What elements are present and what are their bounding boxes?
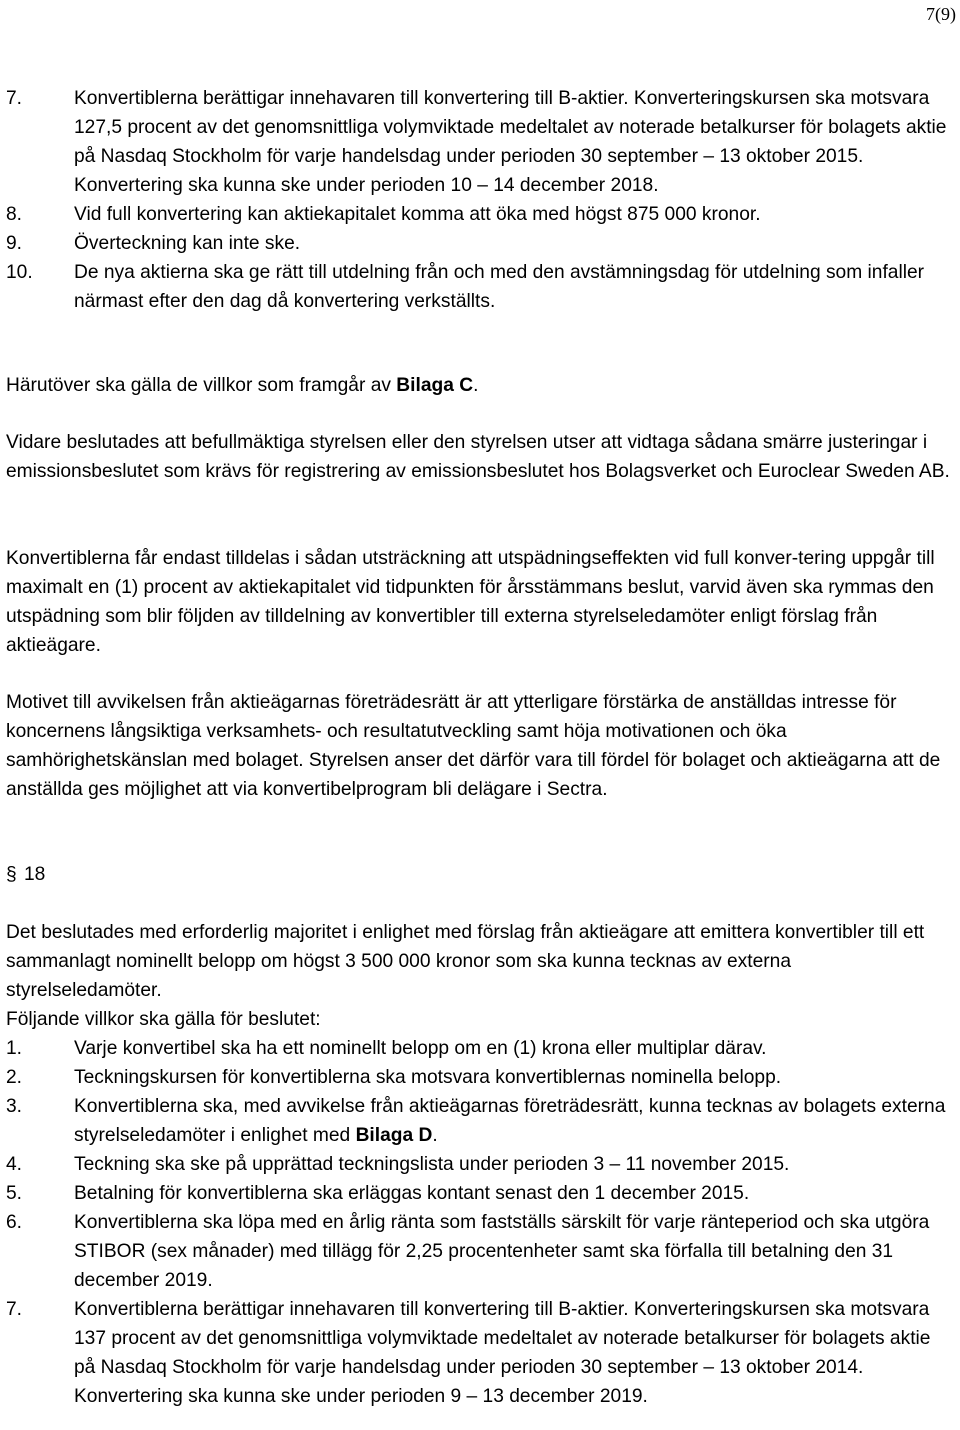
bilaga-c-reference: Bilaga C <box>396 375 474 396</box>
section-heading <box>6 860 952 889</box>
bilaga-d-reference: Bilaga D <box>355 1125 433 1146</box>
list-item-number: 3. <box>6 1096 23 1117</box>
vidare-paragraph: Vidare beslutades att befullmäktiga styrelsen eller den styrelsen utser att vidtaga sådana smärre justeringar i emissionsbeslutet som krävs för registrering av emissionsbeslutet hos Bolagsverket och Euroclear Sweden AB. <box>6 432 950 482</box>
bilaga-c-period: . <box>473 375 479 396</box>
list-item-text: Konvertiblerna berättigar innehavaren till konvertering till B-aktier. Konverteringskursen ska motsvara 127,5 procent av det genomsnittliga volymviktade medeltalet av noterade betalkurser för bolagets aktie på Nasdaq Stockholm för varje handelsdag under perioden 30 september – 13 oktober 2015. Konvertering ska kunna ske under perioden 10 – 14 december 2018. <box>74 88 947 196</box>
list-item-text: Varje konvertibel ska ha ett nominellt belopp om en (1) krona eller multiplar därav. <box>74 1038 767 1059</box>
list-item-number: 2. <box>6 1067 23 1088</box>
list-item <box>6 1034 952 1063</box>
list-item-text: Överteckning kan inte ske. <box>74 233 301 254</box>
list-item-number: 8. <box>6 204 23 225</box>
list-item <box>6 1063 952 1092</box>
list-item-text: Konvertiblerna ska, med avvikelse från aktieägarnas företrädesrätt, kunna tecknas av bolagets externa styrelseledamöter i enlighet med <box>74 1096 946 1146</box>
list-item-number: 6. <box>6 1212 23 1233</box>
terms-list <box>6 1034 952 1411</box>
list-item <box>6 229 952 258</box>
motivet-paragraph: Motivet till avvikelsen från aktieägarnas företrädesrätt är att ytterligare förstärka de anställdas intresse för koncernens långsiktiga verksamhets- och resultatutveckling samt höja motivationen och öka samhörighetskänslan med bolaget. Styrelsen anser det därför vara till fördel för bolaget och aktieägarna att de anställda ges möjlighet att via konvertibelprogram bli delägare i Sectra. <box>6 692 941 800</box>
list-item-text: Betalning för konvertiblerna ska erläggas kontant senast den 1 december 2015. <box>74 1183 750 1204</box>
list-item <box>6 1092 952 1150</box>
page-number: 7(9) <box>926 4 956 24</box>
list-item-text: Vid full konvertering kan aktiekapitalet komma att öka med högst 875 000 kronor. <box>74 204 761 225</box>
continued-terms-list <box>6 84 952 316</box>
list-item-text: De nya aktierna ska ge rätt till utdelning från och med den avstämningsdag för utdelning som infaller närmast efter den dag då konvertering verkställts. <box>74 262 925 312</box>
list-item <box>6 1150 952 1179</box>
list-item-number: 5. <box>6 1183 23 1204</box>
section-sign: § <box>6 864 17 885</box>
list-item-text: Teckningskursen för konvertiblerna ska motsvara konvertiblernas nominella belopp. <box>74 1067 782 1088</box>
list-item-text: Konvertiblerna berättigar innehavaren till konvertering till B-aktier. Konverteringskursen ska motsvara 137 procent av det genomsnittliga volymviktade medeltalet av noterade betalkurser för bolagets aktie på Nasdaq Stockholm för varje handelsdag under perioden 30 september – 13 oktober 2014. Konvertering ska kunna ske under perioden 9 – 13 december 2019. <box>74 1299 931 1407</box>
list-item-number: 1. <box>6 1038 23 1059</box>
bilaga-c-text: Härutöver ska gälla de villkor som framgår av <box>6 375 397 396</box>
list-item-text: Konvertiblerna ska löpa med en årlig ränta som fastställs särskilt för varje ränteperiod och ska utgöra STIBOR (sex månader) med tillägg för 2,25 procentenheter samt ska förfalla till betalning den 31 december 2019. <box>74 1212 930 1291</box>
beslutades-paragraph: Det beslutades med erforderlig majoritet i enlighet med förslag från aktieägare att emittera konvertibler till ett sammanlagt nominellt belopp om högst 3 500 000 kronor som ska kunna tecknas av externa styrelseledamöter. <box>6 922 925 1001</box>
list-item <box>6 200 952 229</box>
section-number: 18 <box>24 864 46 885</box>
list-item-number: 7. <box>6 1299 23 1320</box>
list-item <box>6 1179 952 1208</box>
list-item <box>6 258 952 316</box>
list-item-number: 4. <box>6 1154 23 1175</box>
list-item-text: Teckning ska ske på upprättad teckningslista under perioden 3 – 11 november 2015. <box>74 1154 790 1175</box>
konvertiblerna-paragraph: Konvertiblerna får endast tilldelas i sådan utsträckning att utspädningseffekten vid full konver-tering uppgår till maximalt en (1) procent av aktiekapitalet vid tidpunkten för årsstämmans beslut, varvid även ska rymmas den utspädning som blir följden av tilldelning av konvertibler till externa styrelseledamöter enligt förslag från aktieägare. <box>6 548 935 656</box>
list-item-number: 7. <box>6 88 23 109</box>
bilaga-c-paragraph <box>6 371 952 400</box>
list-item-period: . <box>432 1125 438 1146</box>
foljande-paragraph: Följande villkor ska gälla för beslutet: <box>6 1009 321 1030</box>
list-item-number: 9. <box>6 233 23 254</box>
list-item <box>6 1208 952 1295</box>
list-item-number: 10. <box>6 262 33 283</box>
list-item <box>6 84 952 200</box>
list-item <box>6 1295 952 1411</box>
